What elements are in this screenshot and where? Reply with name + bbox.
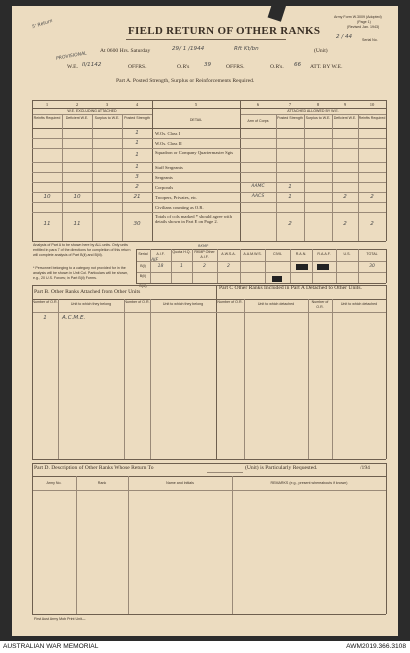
head-c7: Posted Strength: [277, 116, 303, 120]
total-c10: 2: [370, 221, 374, 227]
total-c2: 11: [73, 221, 81, 227]
corner-note: 5' Return: [31, 18, 54, 31]
footer-institution: AUSTRALIAN WAR MEMORIAL: [3, 643, 99, 650]
form-revised: (Revised Jan. 1943): [347, 25, 380, 29]
an-row1-other: 2: [203, 264, 206, 269]
an-row1-serial: B(i): [140, 264, 146, 268]
form-page: (Page 1): [357, 20, 371, 24]
total-c9: 2: [343, 221, 347, 227]
row3-c4: 1: [135, 152, 139, 158]
redacted-block-1: [296, 264, 308, 270]
provisional-note: PROVISIONAL: [55, 51, 88, 62]
an-head-ran: R.A.N.: [295, 252, 307, 256]
an-head-total: TOTAL: [366, 252, 378, 256]
col-num-7: 7: [288, 102, 292, 107]
part-d-unit: (Unit) is Particularly Requested.: [245, 465, 318, 471]
pd-head-remarks: REMARKS (e.g., present whereabouts if known): [270, 481, 348, 485]
head-c4: Posted Strength: [124, 116, 150, 120]
part-d-title: Part D. Description of Other Ranks Whose Return To: [34, 465, 154, 471]
form-sheet: [12, 6, 398, 636]
row7-c6: AACS: [251, 194, 265, 199]
unit-name: Rft Kt/bn: [234, 46, 259, 52]
detail-row-7: Troopers, Privates, etc.: [155, 195, 198, 200]
ors-value: 39: [204, 62, 212, 68]
analysis-note: * Personnel belonging to a category not provided for in the analysis will be shown in Unit Col. Particulars will be shown, e.g., 20 U.S. Forces; in Part B(ii) Forms.: [33, 266, 129, 280]
redacted-block-3: [272, 276, 282, 282]
pc-head-num1: Number of O.R.: [217, 300, 243, 304]
detail-row-6: Corporals: [155, 185, 174, 190]
an-row2-serial: B(ii): [139, 274, 147, 278]
print-note: First Aust Army Mob Print Unit—: [34, 617, 86, 621]
detail-row-4: Staff Sergeants: [155, 165, 183, 170]
head-c6: Arm of Corps: [247, 119, 269, 123]
row6-c6: AAMC: [251, 184, 265, 189]
pb-row1-num: 1: [43, 315, 47, 321]
col-num-10: 10: [369, 102, 375, 107]
head-c1: Reinfts Required: [33, 116, 61, 120]
col-num-9: 9: [343, 102, 347, 107]
analysis-text: Analysis of Part A to be shown here by ALL units. Only units entitled in para 7 of the directions for completion of this return will complete analysis of Part B(ii) and B(iii).: [33, 243, 131, 257]
col-num-3: 3: [105, 102, 109, 107]
total-c1: 11: [43, 221, 51, 227]
detail-row-2: W.Os. Class II: [155, 141, 182, 146]
serial-no-value: 2 / 44: [336, 34, 353, 40]
detail-row-1: W.Os. Class I: [155, 131, 181, 136]
redacted-block-2: [317, 264, 329, 270]
row7-c2: 10: [73, 194, 81, 200]
an-head-quota: Quota H.Q.: [172, 250, 191, 254]
row1-c4: 1: [135, 130, 139, 136]
form-number: Army Form W.3009 (Adopted): [334, 15, 382, 19]
pc-head-unit2: Unit to which detached: [340, 302, 378, 306]
an-head-aif: A.I.F.: [156, 252, 165, 256]
col-num-4: 4: [135, 102, 139, 107]
detail-row-5: Sergeants: [155, 175, 173, 180]
total-c7: 2: [288, 221, 292, 227]
torn-corner: [268, 6, 287, 22]
we-label: W.E.: [67, 64, 78, 70]
part-d-year: /194: [360, 465, 370, 471]
an-head-raaf: R.A.A.F.: [317, 252, 331, 256]
col-num-5: 5: [194, 102, 198, 107]
footer-bar: [0, 641, 410, 653]
att-label: ATT. BY W.E.: [310, 64, 343, 70]
col-num-1: 1: [45, 102, 49, 107]
an-head-us: U.S.: [343, 252, 351, 256]
part-a-title: Part A. Posted Strength, Surplus or Reinforcements Required.: [116, 78, 255, 84]
an-head-other: RKMP Other A.I.F.: [194, 250, 215, 259]
an-row1-total: 30: [369, 264, 375, 269]
an-row1-quota: 1: [180, 264, 183, 269]
pc-head-num2: Number of O.R.: [311, 300, 329, 309]
att-value: 66: [294, 62, 302, 68]
footer-accession: AWM2019.366.3108: [346, 643, 406, 650]
page-title: FIELD RETURN OF OTHER RANKS: [128, 25, 321, 37]
row2-c4: 1: [135, 140, 139, 146]
pd-head-name: Name and Initials: [166, 481, 194, 485]
head-c2: Deficient W.E.: [65, 116, 89, 120]
offrs-label-2: OFFRS.: [226, 64, 245, 70]
pb-head-unit2: Unit to which they belong: [162, 302, 204, 306]
head-c8: Surplus to W.E.: [305, 116, 331, 120]
head-c3: Surplus to W.E.: [94, 116, 120, 120]
head-c10: Reinfts Required: [358, 116, 386, 120]
totals-label: Totals of cols marked * should agree with details shown in Part E on Page 2.: [155, 214, 232, 224]
col-num-2: 2: [75, 102, 79, 107]
group-excluding: W.E. EXCLUDING ATTACHED: [67, 109, 117, 113]
pb-head-num2: Number of O.R.: [124, 300, 150, 304]
pc-head-unit1: Unit to which detached: [257, 302, 295, 306]
an-row1-aif: 18: [157, 264, 164, 269]
row7-c9: 2: [343, 194, 347, 200]
ors-label-2: O.R's.: [270, 64, 284, 70]
detail-row-8: Civilians counting as O.R.: [155, 205, 204, 210]
an-head-aamws: A.A.M.W.S.: [243, 252, 262, 256]
an-hand-label: AIF: [151, 258, 159, 263]
unit-label: (Unit): [314, 48, 328, 54]
serial-no-label: Serial No.: [362, 38, 378, 42]
we-value: II/1142: [82, 62, 102, 68]
an-head-serial: Serial: [138, 252, 148, 256]
an-hand-top: RKMP: [198, 244, 209, 248]
row7-c1: 10: [43, 194, 51, 200]
detail-header: DETAIL: [189, 118, 203, 122]
row7-c4: 21: [133, 194, 141, 200]
col-num-8: 8: [316, 102, 320, 107]
col-num-6: 6: [256, 102, 260, 107]
pd-head-army-no: Army No.: [46, 481, 62, 485]
total-c4: 30: [133, 221, 141, 227]
an-head-awsa: A.W.S.A.: [221, 252, 236, 256]
an-row1-awsa: 2: [227, 264, 230, 269]
at-line-label: At 0600 Hrs. Saturday: [100, 48, 151, 54]
pb-row1-unit: A.C.M.E.: [62, 315, 86, 321]
part-c-title: Part C Other Ranks Included in Part A Detached to Other Units.: [219, 285, 362, 291]
ors-label: O.R's: [177, 64, 190, 70]
an-row3-serial: B(iii): [139, 284, 147, 288]
head-c9: Deficient W.E.: [333, 116, 357, 120]
pb-head-unit1: Unit to which they belong: [70, 302, 112, 306]
row6-c7: 1: [288, 184, 292, 190]
detail-row-3: Squadron or Company Quartermaster Sgts: [155, 150, 234, 155]
pd-head-rank: Rank: [97, 481, 107, 485]
group-attached: ATTACHED ALLOWED BY W.E.: [287, 109, 339, 113]
offrs-label: OFFRS.: [128, 64, 147, 70]
pb-head-num1: Number of O.R.: [32, 300, 58, 304]
row7-c7: 1: [288, 194, 292, 200]
row4-c4: 1: [135, 164, 139, 170]
at-date: 29/ 1 /1944: [172, 46, 205, 52]
part-b-title: Part B. Other Ranks Attached from Other Units: [34, 289, 141, 295]
an-head-civil: CIVIL: [273, 252, 282, 256]
row7-c10: 2: [370, 194, 374, 200]
row5-c4: 3: [135, 174, 139, 180]
row6-c4: 2: [135, 184, 139, 190]
